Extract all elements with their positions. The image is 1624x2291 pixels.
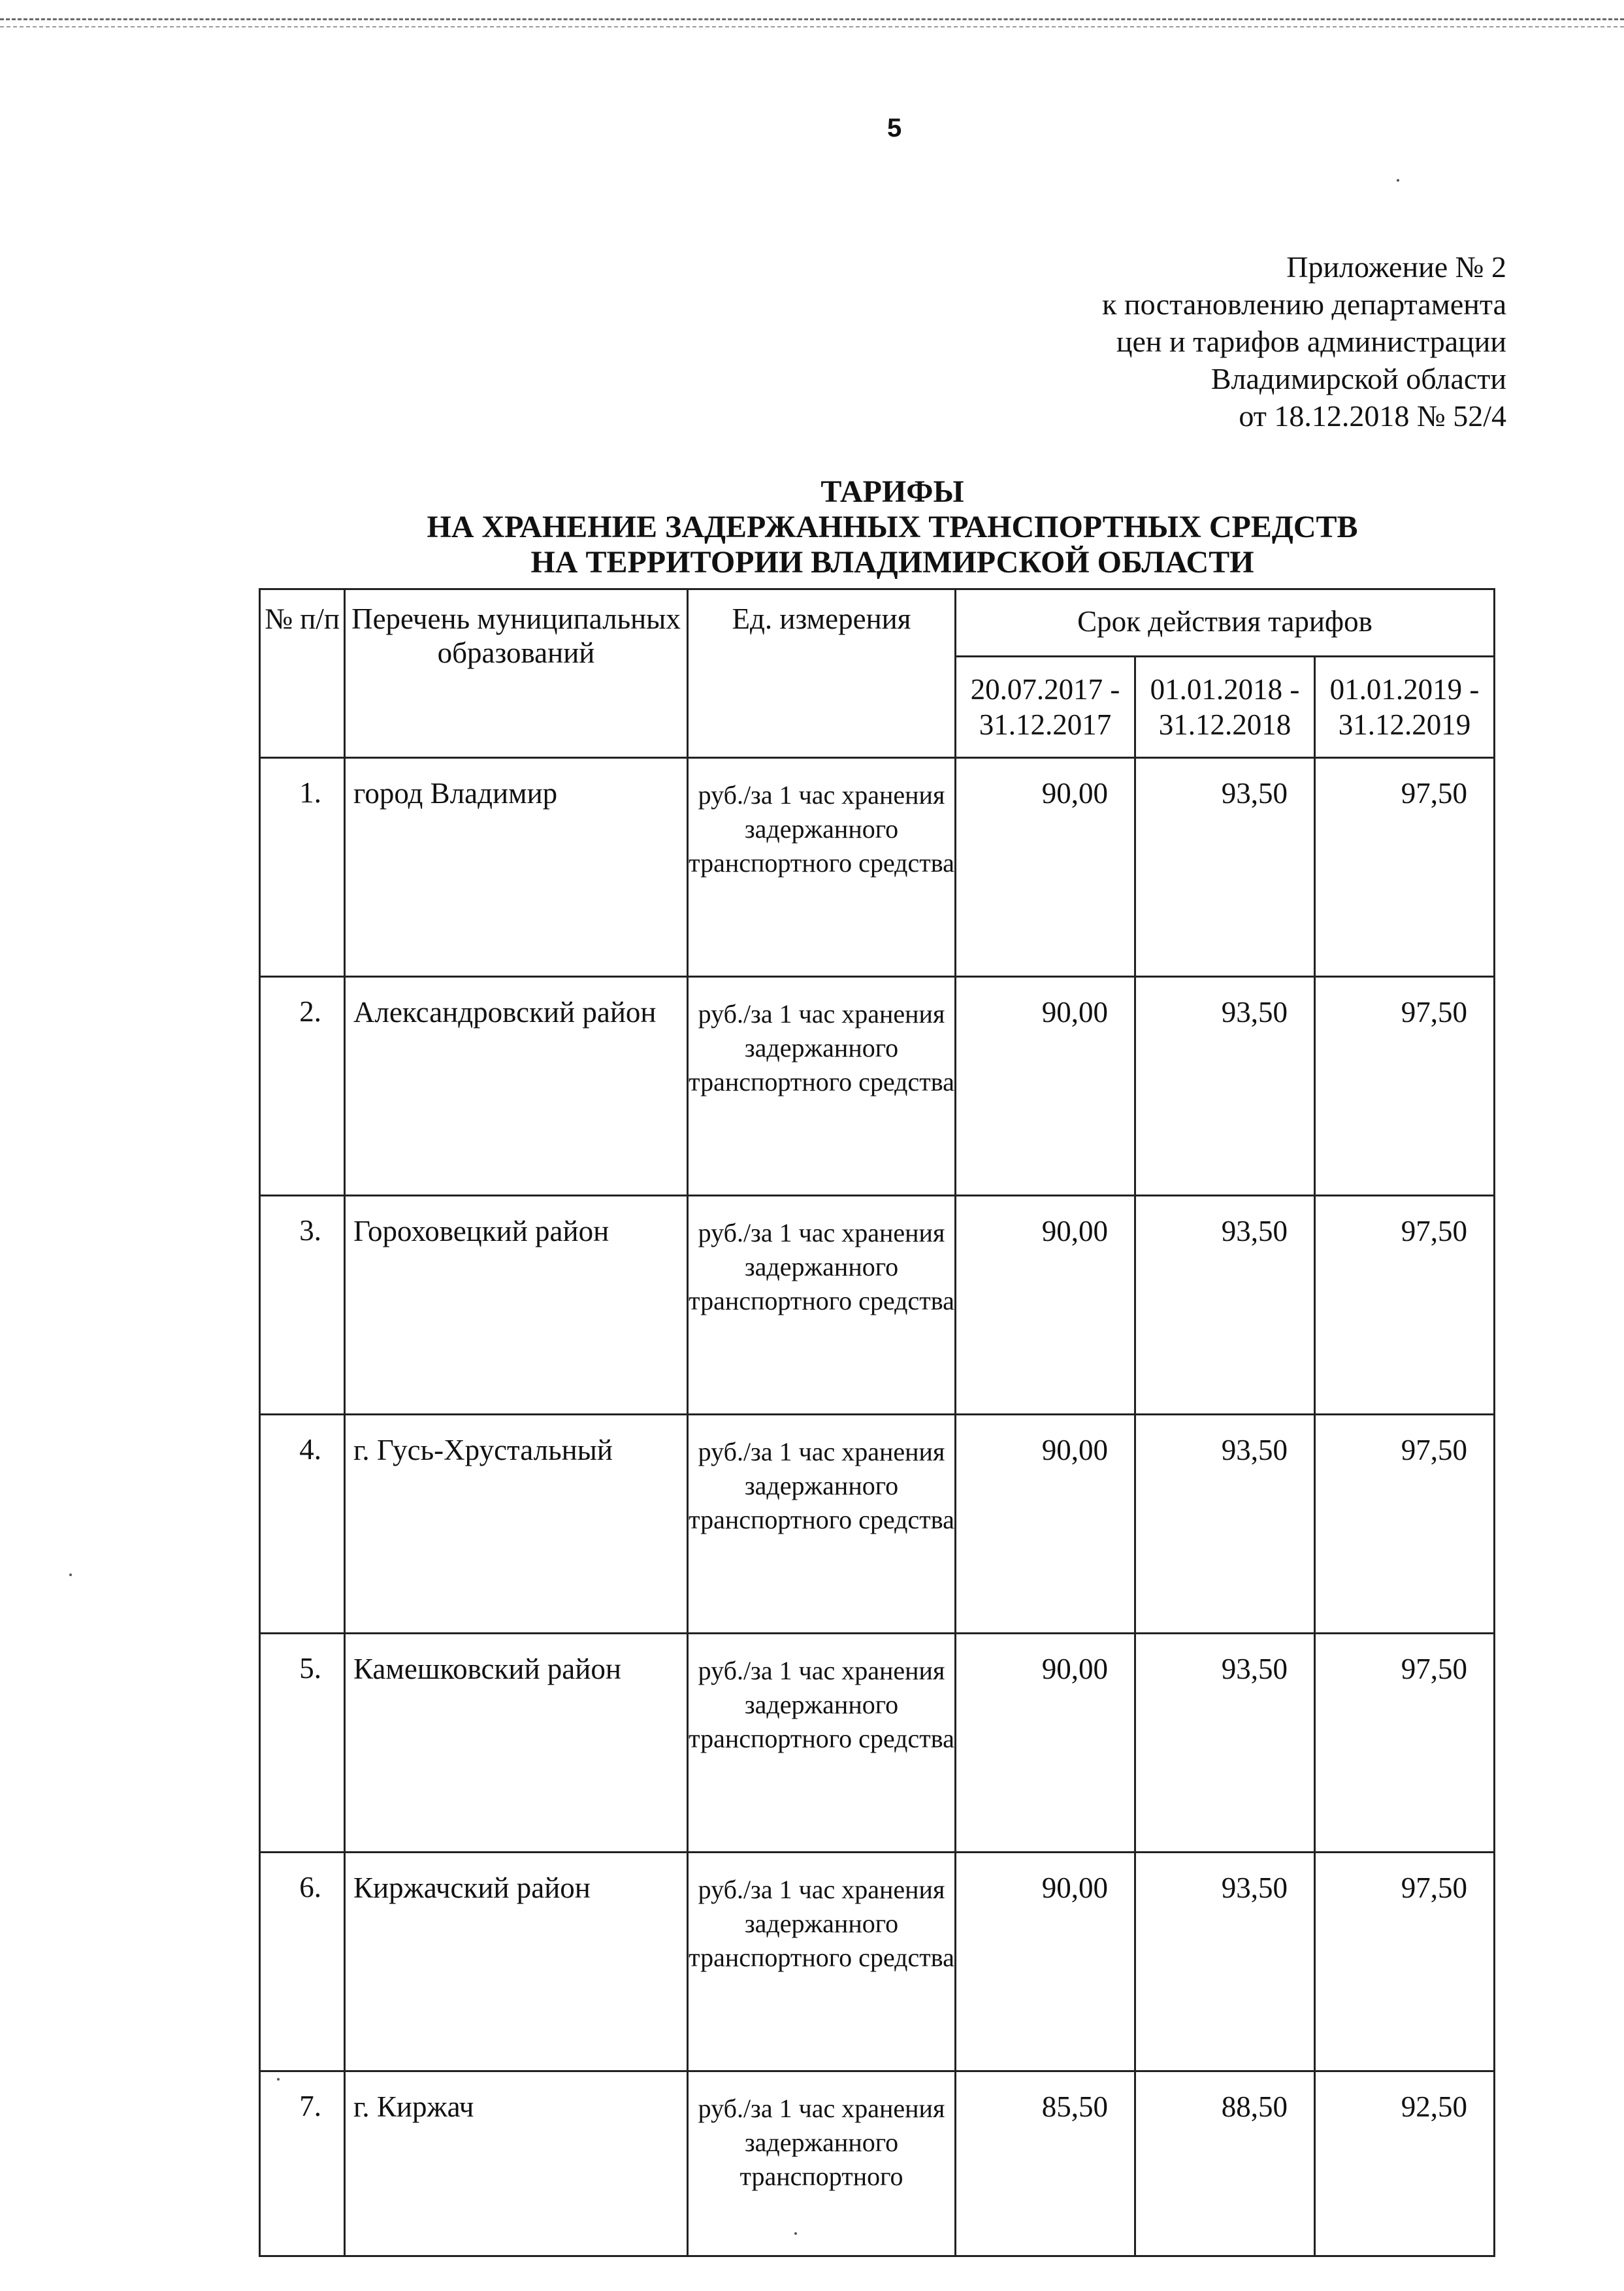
table-row	[260, 2071, 1495, 2256]
table-row	[260, 758, 1495, 977]
row-municipality: г. Гусь-Хрустальный	[345, 1415, 688, 1634]
header-validity-text: Срок действия тарифов	[1077, 605, 1372, 638]
row-municipality: Александровский район	[345, 977, 688, 1196]
row-value-2017: 90,00	[956, 758, 1135, 977]
appendix-block	[918, 248, 1506, 435]
row-municipality: город Владимир	[345, 758, 688, 977]
appendix-line: Приложение № 2	[1286, 250, 1506, 284]
row-value-2019: 97,50	[1315, 1634, 1495, 1853]
table-row	[260, 1853, 1495, 2071]
row-value-2017: 90,00	[956, 1853, 1135, 2071]
row-value-2017: 90,00	[956, 1415, 1135, 1634]
table-row	[260, 1634, 1495, 1853]
row-value-2019: 97,50	[1315, 758, 1495, 977]
row-unit: руб./за 1 час хранения задержанного транспортного средства	[688, 1415, 956, 1634]
title-line: НА ХРАНЕНИЕ ЗАДЕРЖАННЫХ ТРАНСПОРТНЫХ СРЕДСТВ	[427, 510, 1358, 544]
scan-speck	[1397, 179, 1399, 182]
row-municipality: г. Киржач	[345, 2071, 688, 2256]
header-number	[260, 589, 345, 758]
row-number: 7.	[260, 2071, 345, 2256]
row-municipality: Гороховецкий район	[345, 1196, 688, 1415]
document-title	[0, 474, 1624, 580]
scan-border-top	[0, 18, 1624, 20]
row-value-2018: 93,50	[1135, 977, 1315, 1196]
row-value-2017: 85,50	[956, 2071, 1135, 2256]
header-period-text: 01.01.2019 - 31.12.2019	[1329, 673, 1480, 741]
row-number: 1.	[260, 758, 345, 977]
row-municipality: Киржачский район	[345, 1853, 688, 2071]
row-value-2018: 93,50	[1135, 758, 1315, 977]
appendix-line: Владимирской области	[1210, 362, 1506, 395]
row-unit: руб./за 1 час хранения задержанного транспортного средства	[688, 1196, 956, 1415]
row-municipality: Камешковский район	[345, 1634, 688, 1853]
row-unit: руб./за 1 час хранения задержанного транспортного средства	[688, 1853, 956, 2071]
header-period	[956, 657, 1135, 758]
header-unit-text: Ед. измерения	[732, 602, 911, 635]
header-period	[1315, 657, 1495, 758]
row-value-2017: 90,00	[956, 977, 1135, 1196]
row-value-2018: 93,50	[1135, 1634, 1315, 1853]
header-validity	[956, 589, 1495, 657]
title-line: НА ТЕРРИТОРИИ ВЛАДИМИРСКОЙ ОБЛАСТИ	[530, 545, 1254, 580]
header-period-text: 01.01.2018 - 31.12.2018	[1150, 673, 1300, 741]
scan-speck	[69, 1574, 72, 1576]
row-unit: руб./за 1 час хранения задержанного транспортного средства	[688, 758, 956, 977]
table-row	[260, 1415, 1495, 1634]
row-unit: руб./за 1 час хранения задержанного транспортного средства	[688, 1634, 956, 1853]
row-value-2019: 92,50	[1315, 2071, 1495, 2256]
row-value-2019: 97,50	[1315, 1853, 1495, 2071]
row-value-2017: 90,00	[956, 1196, 1135, 1415]
header-period-text: 20.07.2017 - 31.12.2017	[970, 673, 1120, 741]
tariff-table	[259, 588, 1495, 2257]
row-number: 3.	[260, 1196, 345, 1415]
appendix-line: от 18.12.2018 № 52/4	[1239, 399, 1506, 433]
row-value-2018: 93,50	[1135, 1196, 1315, 1415]
page-number: 5	[887, 114, 902, 142]
row-value-2018: 93,50	[1135, 1415, 1315, 1634]
row-value-2018: 93,50	[1135, 1853, 1315, 2071]
table-header-row	[260, 589, 1495, 657]
scan-speck	[794, 2232, 797, 2235]
header-unit	[688, 589, 956, 758]
title-line: ТАРИФЫ	[820, 474, 964, 509]
row-value-2019: 97,50	[1315, 1196, 1495, 1415]
table-row	[260, 977, 1495, 1196]
row-value-2019: 97,50	[1315, 977, 1495, 1196]
scan-border-top-inner	[0, 26, 1624, 27]
scan-speck	[277, 2078, 280, 2081]
row-unit: руб./за 1 час хранения задержанного транспортного средства	[688, 977, 956, 1196]
row-number: 2.	[260, 977, 345, 1196]
table-row	[260, 1196, 1495, 1415]
row-unit: руб./за 1 час хранения задержанного транспортного	[688, 2071, 956, 2256]
row-number: 4.	[260, 1415, 345, 1634]
row-number: 5.	[260, 1634, 345, 1853]
appendix-line: цен и тарифов администрации	[1116, 325, 1506, 358]
row-value-2019: 97,50	[1315, 1415, 1495, 1634]
row-value-2018: 88,50	[1135, 2071, 1315, 2256]
header-municipality	[345, 589, 688, 758]
header-municipality-text: Перечень муниципальных образований	[351, 602, 681, 669]
header-period	[1135, 657, 1315, 758]
row-value-2017: 90,00	[956, 1634, 1135, 1853]
appendix-line: к постановлению департамента	[1102, 288, 1506, 321]
header-number-text: № п/п	[265, 602, 340, 635]
row-number: 6.	[260, 1853, 345, 2071]
